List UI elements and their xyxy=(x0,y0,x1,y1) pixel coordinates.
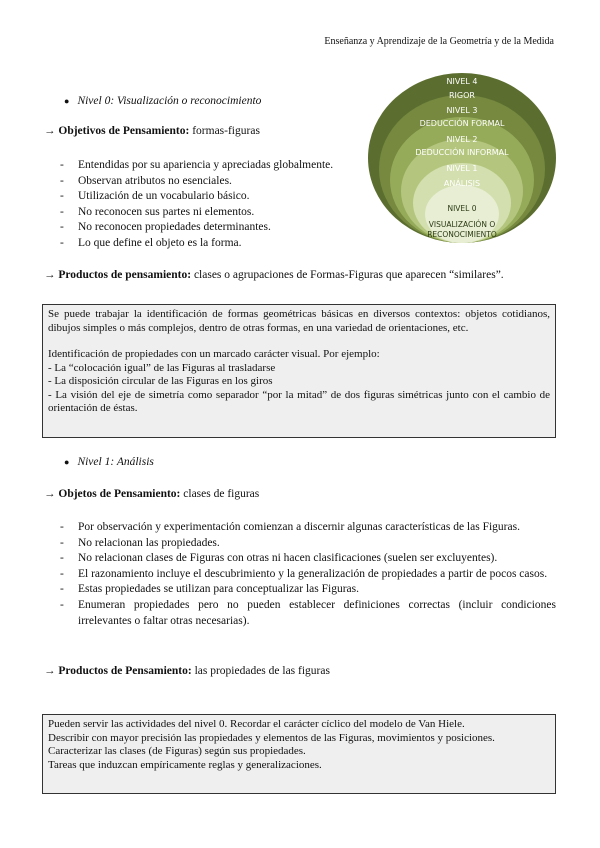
list-item: - Por observación y experimentación comienzan a discernir algunas características de las Figuras. xyxy=(60,520,556,536)
level-4-number: NIVEL 4 xyxy=(446,77,478,86)
nivel0-objetivos xyxy=(44,125,260,137)
box-line: Describir con mayor precisión las propiedades y elementos de las Figuras, movimientos y posiciones. xyxy=(48,731,495,744)
objetivos-label: → Objetivos de Pensamiento: xyxy=(44,125,190,137)
productos-value: las propiedades de las figuras xyxy=(191,665,330,677)
nivel1-title: Nivel 1: Análisis xyxy=(77,456,154,468)
nivel1-activities-box xyxy=(42,714,556,794)
box-paragraph: Se puede trabajar la identificación de formas geométricas básicas en diversos contextos: objetos cotidianos, dibujos simples o más complejos, dentro de otras formas, en una variedad de orientaciones, etc. xyxy=(48,308,550,334)
list-item: - Enumeran propiedades pero no pueden establecer definiciones correctas (incluir condiciones irrelevantes o faltar otras necesarias). xyxy=(60,598,556,629)
bullet-dot-icon: ● xyxy=(64,457,70,467)
nivel1-list xyxy=(60,520,556,629)
list-item: - Estas propiedades se utilizan para conceptualizar las Figuras. xyxy=(60,582,556,598)
box-paragraph: Identificación de propiedades con un marcado carácter visual. Por ejemplo: xyxy=(48,348,380,360)
level-1-name: ANÁLISIS xyxy=(443,179,481,188)
objetos-label: → Objetos de Pensamiento: xyxy=(44,488,181,500)
nivel0-activities-box xyxy=(42,304,556,438)
nivel0-title: Nivel 0: Visualización o reconocimiento xyxy=(77,95,262,107)
box-line: Pueden servir las actividades del nivel 0. Recordar el carácter cíclico del modelo de Van Hiele. xyxy=(48,718,465,730)
level-1-number: NIVEL 1 xyxy=(446,164,478,173)
level-3-name: DEDUCCIÓN FORMAL xyxy=(419,119,505,128)
list-item: - El razonamiento incluye el descubrimiento y la generalización de propiedades a partir de pocos casos. xyxy=(60,567,556,583)
running-header: Enseñanza y Aprendizaje de la Geometría y de la Medida xyxy=(324,36,554,47)
box-line: - La disposición circular de las Figuras en los giros xyxy=(48,375,273,387)
level-0-number: NIVEL 0 xyxy=(447,204,477,213)
box-line: - La visión del eje de simetría como separador “por la mitad” de dos figuras simétricas junto con el cambio de orientación de éstas. xyxy=(48,388,550,414)
nivel1-productos xyxy=(44,665,330,677)
objetivos-value: formas-figuras xyxy=(189,125,260,137)
list-item: - Entendidas por su apariencia y apreciadas globalmente. xyxy=(60,158,333,174)
level-2-name: DEDUCCIÓN INFORMAL xyxy=(415,148,509,157)
list-item: - No reconocen sus partes ni elementos. xyxy=(60,205,333,221)
list-item: - Utilización de un vocabulario básico. xyxy=(60,189,333,205)
nivel0-heading xyxy=(64,95,261,107)
productos-label: → Productos de Pensamiento: xyxy=(44,665,192,677)
nivel1-objetos xyxy=(44,488,259,500)
nivel1-heading xyxy=(64,456,154,468)
nivel0-productos xyxy=(44,269,504,281)
level-3-number: NIVEL 3 xyxy=(446,106,478,115)
level-0-name-line1: VISUALIZACIÓN O xyxy=(428,220,496,229)
level-2-number: NIVEL 2 xyxy=(446,135,478,144)
level-4-name: RIGOR xyxy=(449,91,475,100)
list-item: - No reconocen propiedades determinantes. xyxy=(60,220,333,236)
list-item: - No relacionan clases de Figuras con otras ni hacen clasificaciones (suelen ser excluyentes). xyxy=(60,551,556,567)
nivel0-list xyxy=(60,158,333,252)
box-line: Caracterizar las clases (de Figuras) según sus propiedades. xyxy=(48,745,306,757)
list-item: - No relacionan las propiedades. xyxy=(60,536,556,552)
productos-label: → Productos de pensamiento: xyxy=(44,269,192,281)
box-line: - La “colocación igual” de las Figuras al trasladarse xyxy=(48,361,276,374)
productos-value: clases o agrupaciones de Formas-Figuras que aparecen “similares”. xyxy=(191,269,504,281)
bullet-dot-icon: ● xyxy=(64,96,70,106)
objetos-value: clases de figuras xyxy=(180,488,260,500)
box-line: Tareas que induzcan empíricamente reglas y generalizaciones. xyxy=(48,758,322,771)
list-item: - Lo que define el objeto es la forma. xyxy=(60,236,333,252)
list-item: - Observan atributos no esenciales. xyxy=(60,174,333,190)
van-hiele-levels-diagram xyxy=(366,72,558,248)
level-0-name-line2: RECONOCIMIENTO xyxy=(427,230,497,239)
